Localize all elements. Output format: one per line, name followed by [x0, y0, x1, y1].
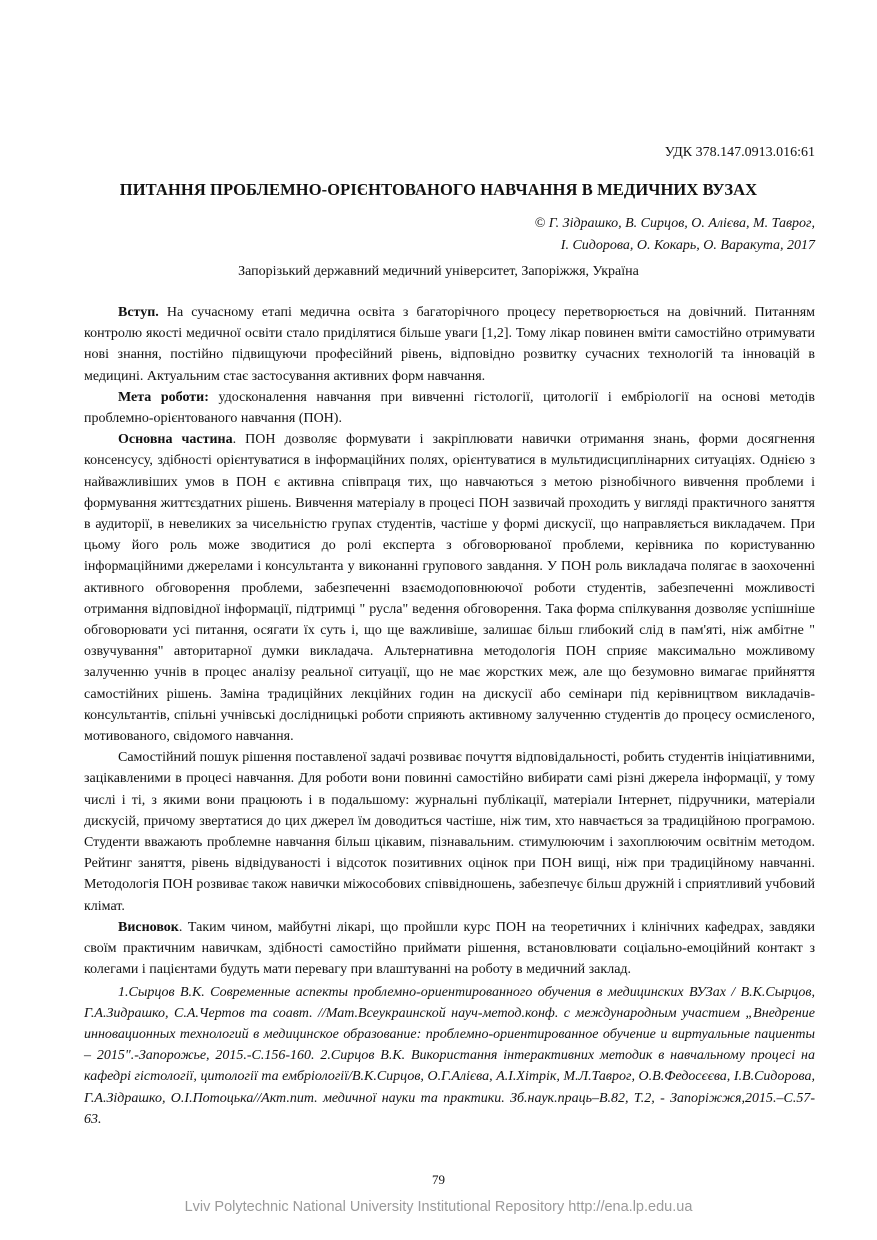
- paper-title: ПИТАННЯ ПРОБЛЕМНО-ОРІЄНТОВАНОГО НАВЧАННЯ В МЕДИЧНИХ ВУЗАХ: [119, 180, 758, 199]
- affiliation: Запорізький державний медичний університет, Запоріжжя, Україна: [238, 264, 639, 279]
- repository-footer: Lviv Polytechnic National University Institutional Repository http://ena.lp.edu.ua: [184, 1199, 693, 1215]
- intro-label: Вступ.: [118, 305, 159, 320]
- conclusion-paragraph: [84, 917, 815, 981]
- authors: [535, 213, 815, 257]
- authors-line-2: І. Сидорова, О. Кокарь, О. Варакута, 2017: [560, 238, 815, 253]
- main-label: Основна частина: [118, 432, 233, 448]
- aim-paragraph: [84, 387, 815, 429]
- aim-label: Мета роботи:: [118, 389, 209, 405]
- conclusion-label: Висновок: [118, 919, 179, 935]
- conclusion-text: . Таким чином, майбутні лікарі, що пройшли курс ПОН на теоретичних і клінічних кафедрах, завдяки своїм практичним навичкам, здібності самостійно приймати рішення, встановлювати соціально-емоційний контакт з колегами і пацієнтами будуть мати перевагу при влаштуванні на роботу в медичний заклад.: [84, 919, 815, 978]
- references: 1.Сырцов В.К. Современные аспекты проблемно-ориентированного обучения в медицинских ВУЗах / В.К.Сырцов, Г.А.Зидрашко, С.А.Чертов та соавт. //Мат.Всеукраинской науч-метод.конф. с международным участием „Внедрение инновационных технологий в медицинское образование: проблемно-ориентированное обучение и виртуальные пациенты – 2015".-Запорожье, 2015.-С.156-160. 2.Сирцов В.К. Використання інтерактивних методик в навчальному процесі на кафедрі гістології, цитології та ембріології/В.К.Сирцов, О.Г.Алієва, А.І.Хітрік, М.Л.Таврог, О.В.Федосєєва, І.В.Сидорова, Г.А.Зідрашко, О.І.Потоцька//Акт.пит. медичної науки та практики. Зб.наук.праць–В.82, Т.2, - Запоріжжя,2015.–С.57-63.: [84, 984, 815, 1127]
- second-paragraph: Самостійний пошук рішення поставленої задачі розвиває почуття відповідальності, робить студентів ініціативними, зацікавленими в процесі навчання. Для роботи вони повинні самостійно вибирати самі різні джерела інформації, у тому числі і ті, з якими вони працюють і в подальшому: журнальні публікації, матеріали Інтернет, підручники, матеріали дискусій, причому звертатися до цих джерел їм доводиться частіше, ніж тим, хто навчається за традиційною програмою. Студенти вважають проблемне навчання більш цікавим, пізнавальним. стимулюючим і захоплюючим освітнім методом. Рейтинг заняття, рівень відвідуваності і відсоток позитивних оцінок при ПОН вищі, ніж при традиційному навчанні. Методологія ПОН розвиває також навички міжособових співвідношень, забезпечує більш дружній і сприятливий учбовий клімат.: [84, 750, 815, 914]
- intro-text: На сучасному етапі медична освіта з багаторічного процесу перетворюється на довічний. Питанням контролю якості медичної освіти стало приділятися більше уваги [1,2]. Тому лікар повинен вміти самостійно отримувати нові знання, постійно підвищуючи професійний рівень, відповідно розвитку сучасних технологій та інновацій в медицині. Актуальним стає застосування активних форм навчання.: [84, 305, 815, 384]
- page-number: 79: [432, 1172, 445, 1187]
- intro-paragraph: [84, 302, 815, 387]
- main-paragraph: [84, 429, 815, 747]
- paper-body: [84, 302, 815, 1130]
- main-text: . ПОН дозволяє формувати і закріплювати навички отримання знань, форми досягнення консенсусу, здібності орієнтуватися в інформаційних полях, орієнтуватися в мультидисциплінарних ситуаціях. Однією з найважливіших умов в ПОН є активна співпраця тих, що навчаються з метою різнобічного вивчення проблеми і формування життєздатних рішень. Вивчення матеріалу в процесі ПОН зазвичай проходить у вигляді практичного заняття в аудиторії, в невеликих за чисельністю групах студентів, частіше у формі дискусії, що направляється викладачем. При цьому його роль може зводитися до ролі експерта з обговорюваної проблеми, керівника по користуванню інформаційними джерелами і консультанта у виконанні групового завдання. У ПОН роль викладача полягає в заохоченні активного обговорення проблеми, забезпеченні взаємодоповнюючої роботи студентів, забезпеченні можливості отримання відповідної інформації, підтримці " русла" ведення обговорення. Така форма спілкування дозволяє успішніше обговорювати усі питання, осягати їх суть і, що ще важливіше, залишає більш глибокий слід в пам'яті, ніж амбітне " озвучування" авторитарної думки викладача. Альтернативна методологія ПОН сприяє максимально можливому залученню учнів в процес аналізу реальної ситуації, що не має жорстких меж, але що безумовно вимагає прийняття самостійних рішень. Заміна традиційних лекційних годин на дискусії або семінари під керівництвом викладачів-консультантів, спільні учнівські дослідницькі роботи сприяють активному залученню студентів до процесу осмисленого, мотивованого, свідомого навчання.: [84, 432, 815, 745]
- aim-text: удосконалення навчання при вивченні гістології, цитології і ембріології на основі методів проблемно-орієнтованого навчання (ПОН).: [84, 389, 815, 427]
- udk-code: УДК 378.147.0913.016:61: [664, 145, 815, 160]
- authors-line-1: © Г. Зідрашко, В. Сирцов, О. Алієва, М. Таврог,: [534, 216, 815, 231]
